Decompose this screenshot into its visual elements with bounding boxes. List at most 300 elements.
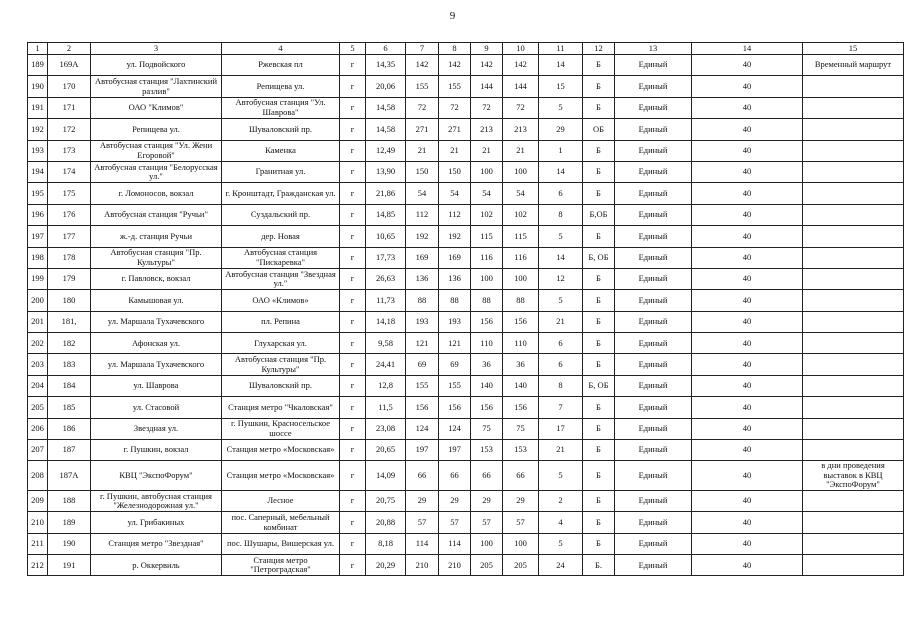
table-cell-col7: 124 [406,418,439,439]
table-cell-col9: 72 [471,97,503,118]
table-cell-col9: 100 [471,268,503,289]
table-cell-col15 [803,512,904,533]
table-cell-col3: Автобусная станция "Белорусская ул." [91,161,222,182]
table-cell-col3: Автобусная станция "Лахтинский разлив" [91,76,222,97]
table-cell-col8: 192 [439,226,471,247]
table-cell-col9: 100 [471,161,503,182]
table-cell-col8: 193 [439,311,471,332]
table-cell-col8: 124 [439,418,471,439]
table-cell-col13: Единый [615,418,692,439]
table-cell-col15 [803,268,904,289]
table-cell-col14: 40 [692,533,803,554]
table-cell-col7: 155 [406,76,439,97]
table-cell-col4: Автобусная станция "Звездная ул." [222,268,340,289]
table-cell-col4: Станция метро «Московская» [222,440,340,461]
table-cell-col13: Единый [615,354,692,375]
column-header-13: 13 [615,43,692,55]
table-cell-col6: 10,65 [366,226,406,247]
table-cell-col6: 11,73 [366,290,406,311]
table-cell-col1: 204 [28,375,48,396]
table-row [28,397,904,418]
table-cell-col2: 188 [48,490,91,511]
table-cell-col14: 40 [692,555,803,576]
table-cell-col9: 110 [471,333,503,354]
table-cell-col9: 21 [471,140,503,161]
table-row [28,204,904,225]
table-cell-col15 [803,418,904,439]
table-cell-col8: 114 [439,533,471,554]
table-cell-col3: Станция метро "Звездная" [91,533,222,554]
table-cell-col12: Б [583,490,615,511]
table-cell-col3: ул. Стасовой [91,397,222,418]
table-cell-col12: Б [583,533,615,554]
table-cell-col6: 24,41 [366,354,406,375]
table-cell-col9: 115 [471,226,503,247]
table-cell-col6: 23,08 [366,418,406,439]
table-cell-col9: 156 [471,397,503,418]
table-cell-col13: Единый [615,533,692,554]
table-cell-col9: 88 [471,290,503,311]
table-cell-col11: 6 [539,354,583,375]
table-cell-col15 [803,183,904,204]
table-cell-col11: 4 [539,512,583,533]
table-row [28,461,904,491]
table-cell-col7: 66 [406,461,439,491]
table-row [28,555,904,576]
table-cell-col8: 210 [439,555,471,576]
table-cell-col4: г. Пушкин, Красносельское шоссе [222,418,340,439]
table-cell-col9: 57 [471,512,503,533]
table-cell-col10: 29 [503,490,539,511]
table-cell-col11: 21 [539,440,583,461]
table-cell-col8: 155 [439,76,471,97]
table-cell-col1: 202 [28,333,48,354]
table-cell-col14: 40 [692,55,803,76]
table-cell-col14: 40 [692,183,803,204]
column-header-2: 2 [48,43,91,55]
table-cell-col5: г [340,354,366,375]
table-cell-col4: Автобусная станция "Пр. Культуры" [222,354,340,375]
table-cell-col1: 206 [28,418,48,439]
table-cell-col7: 136 [406,268,439,289]
table-cell-col12: Б [583,140,615,161]
table-cell-col13: Единый [615,76,692,97]
table-cell-col3: р. Оккервиль [91,555,222,576]
table-cell-col5: г [340,55,366,76]
table-cell-col15 [803,119,904,140]
table-cell-col7: 150 [406,161,439,182]
table-cell-col5: г [340,140,366,161]
table-cell-col9: 66 [471,461,503,491]
table-cell-col3: г. Пушкин, вокзал [91,440,222,461]
table-cell-col2: 176 [48,204,91,225]
table-cell-col7: 29 [406,490,439,511]
table-cell-col6: 20,29 [366,555,406,576]
table-cell-col2: 183 [48,354,91,375]
table-cell-col8: 150 [439,161,471,182]
table-cell-col5: г [340,418,366,439]
table-cell-col2: 184 [48,375,91,396]
table-cell-col6: 20,06 [366,76,406,97]
table-cell-col2: 185 [48,397,91,418]
table-cell-col10: 54 [503,183,539,204]
table-cell-col11: 17 [539,418,583,439]
table-cell-col5: г [340,76,366,97]
table-cell-col12: Б [583,268,615,289]
table-cell-col5: г [340,311,366,332]
table-cell-col4: Шуваловский пр. [222,119,340,140]
table-cell-col6: 14,35 [366,55,406,76]
table-cell-col4: Станция метро "Петроградская" [222,555,340,576]
table-cell-col1: 212 [28,555,48,576]
table-cell-col15: в дни проведения выставок в КВЦ "ЭкспоФорум" [803,461,904,491]
table-cell-col1: 195 [28,183,48,204]
table-cell-col10: 88 [503,290,539,311]
table-cell-col13: Единый [615,490,692,511]
table-cell-col10: 57 [503,512,539,533]
table-cell-col4: Автобусная станция "Пискаревка" [222,247,340,268]
table-cell-col5: г [340,512,366,533]
table-cell-col14: 40 [692,397,803,418]
column-header-11: 11 [539,43,583,55]
table-cell-col6: 14,58 [366,97,406,118]
table-cell-col7: 156 [406,397,439,418]
table-cell-col13: Единый [615,461,692,491]
table-cell-col11: 5 [539,97,583,118]
table-cell-col8: 142 [439,55,471,76]
table-cell-col15 [803,397,904,418]
table-cell-col6: 13,90 [366,161,406,182]
table-cell-col4: ОАО «Климов» [222,290,340,311]
table-header [28,43,904,55]
table-cell-col15 [803,290,904,311]
table-cell-col8: 66 [439,461,471,491]
table-cell-col7: 112 [406,204,439,225]
table-cell-col5: г [340,97,366,118]
table-cell-col5: г [340,247,366,268]
table-cell-col4: пос. Шушары, Вишерская ул. [222,533,340,554]
table-cell-col6: 12,49 [366,140,406,161]
table-cell-col13: Единый [615,440,692,461]
table-cell-col5: г [340,333,366,354]
table-cell-col12: Б [583,397,615,418]
table-cell-col5: г [340,268,366,289]
table-cell-col4: Лесное [222,490,340,511]
table-cell-col14: 40 [692,311,803,332]
route-table [27,42,904,576]
table-cell-col6: 26,63 [366,268,406,289]
table-cell-col4: Станция метро "Чкаловская" [222,397,340,418]
column-header-10: 10 [503,43,539,55]
table-cell-col8: 72 [439,97,471,118]
table-cell-col11: 12 [539,268,583,289]
table-cell-col5: г [340,119,366,140]
table-cell-col11: 5 [539,290,583,311]
table-cell-col4: Суздальский пр. [222,204,340,225]
table-cell-col11: 24 [539,555,583,576]
table-cell-col6: 20,88 [366,512,406,533]
table-cell-col6: 20,75 [366,490,406,511]
column-header-12: 12 [583,43,615,55]
table-cell-col2: 178 [48,247,91,268]
table-cell-col15 [803,333,904,354]
table-cell-col9: 140 [471,375,503,396]
table-cell-col11: 14 [539,161,583,182]
table-cell-col14: 40 [692,333,803,354]
table-cell-col2: 172 [48,119,91,140]
table-cell-col13: Единый [615,555,692,576]
table-cell-col3: ул. Грибакиных [91,512,222,533]
table-cell-col15 [803,76,904,97]
table-cell-col2: 173 [48,140,91,161]
table-cell-col4: Каменка [222,140,340,161]
table-cell-col8: 54 [439,183,471,204]
table-cell-col4: Автобусная станция "Ул. Шаврова" [222,97,340,118]
table-cell-col2: 191 [48,555,91,576]
table-cell-col7: 114 [406,533,439,554]
column-header-8: 8 [439,43,471,55]
table-cell-col10: 102 [503,204,539,225]
table-cell-col3: г. Павловск, вокзал [91,268,222,289]
table-cell-col5: г [340,226,366,247]
table-cell-col10: 100 [503,268,539,289]
table-cell-col9: 144 [471,76,503,97]
table-cell-col3: г. Ломоносов, вокзал [91,183,222,204]
table-cell-col11: 15 [539,76,583,97]
table-cell-col8: 169 [439,247,471,268]
table-cell-col15 [803,555,904,576]
table-cell-col7: 192 [406,226,439,247]
table-cell-col7: 69 [406,354,439,375]
table-cell-col13: Единый [615,311,692,332]
table-cell-col14: 40 [692,268,803,289]
table-cell-col12: Б [583,311,615,332]
table-cell-col4: Репищева ул. [222,76,340,97]
table-cell-col15 [803,247,904,268]
table-cell-col2: 169А [48,55,91,76]
table-cell-col5: г [340,555,366,576]
table-cell-col3: ул. Шаврова [91,375,222,396]
table-cell-col10: 205 [503,555,539,576]
table-row [28,268,904,289]
table-cell-col15: Временный маршрут [803,55,904,76]
column-header-4: 4 [222,43,340,55]
table-cell-col10: 66 [503,461,539,491]
table-cell-col14: 40 [692,161,803,182]
table-cell-col11: 8 [539,204,583,225]
table-cell-col5: г [340,204,366,225]
table-cell-col2: 177 [48,226,91,247]
table-cell-col10: 21 [503,140,539,161]
table-cell-col9: 36 [471,354,503,375]
table-cell-col12: Б [583,354,615,375]
table-cell-col4: Шуваловский пр. [222,375,340,396]
table-cell-col10: 156 [503,311,539,332]
table-cell-col13: Единый [615,226,692,247]
table-cell-col5: г [340,290,366,311]
table-cell-col3: Афонская ул. [91,333,222,354]
table-cell-col7: 57 [406,512,439,533]
table-cell-col14: 40 [692,490,803,511]
table-cell-col3: Автобусная станция "Ул. Жени Егоровой" [91,140,222,161]
table-cell-col3: Звездная ул. [91,418,222,439]
table-cell-col5: г [340,397,366,418]
table-cell-col14: 40 [692,375,803,396]
table-cell-col12: Б [583,97,615,118]
table-cell-col2: 187А [48,461,91,491]
table-row [28,161,904,182]
table-row [28,226,904,247]
table-cell-col1: 198 [28,247,48,268]
table-cell-col7: 210 [406,555,439,576]
table-cell-col7: 121 [406,333,439,354]
table-cell-col8: 29 [439,490,471,511]
table-cell-col14: 40 [692,512,803,533]
table-cell-col15 [803,204,904,225]
table-cell-col14: 40 [692,440,803,461]
table-cell-col13: Единый [615,333,692,354]
table-cell-col5: г [340,161,366,182]
table-cell-col6: 14,85 [366,204,406,225]
table-cell-col8: 88 [439,290,471,311]
table-cell-col14: 40 [692,119,803,140]
table-cell-col8: 155 [439,375,471,396]
table-cell-col14: 40 [692,140,803,161]
table-cell-col13: Единый [615,397,692,418]
table-cell-col2: 171 [48,97,91,118]
table-cell-col1: 210 [28,512,48,533]
column-header-7: 7 [406,43,439,55]
table-cell-col14: 40 [692,418,803,439]
table-cell-col9: 213 [471,119,503,140]
table-cell-col9: 54 [471,183,503,204]
table-cell-col7: 54 [406,183,439,204]
table-cell-col9: 102 [471,204,503,225]
table-cell-col13: Единый [615,55,692,76]
table-cell-col7: 72 [406,97,439,118]
table-cell-col12: Б [583,161,615,182]
table-cell-col1: 197 [28,226,48,247]
table-row [28,247,904,268]
table-cell-col5: г [340,490,366,511]
table-cell-col13: Единый [615,140,692,161]
table-cell-col5: г [340,461,366,491]
table-cell-col14: 40 [692,247,803,268]
table-cell-col1: 209 [28,490,48,511]
table-row [28,97,904,118]
table-cell-col8: 197 [439,440,471,461]
table-cell-col1: 192 [28,119,48,140]
table-row [28,55,904,76]
table-row [28,440,904,461]
table-cell-col13: Единый [615,247,692,268]
table-cell-col1: 207 [28,440,48,461]
table-cell-col7: 155 [406,375,439,396]
table-cell-col8: 112 [439,204,471,225]
table-cell-col12: Б [583,512,615,533]
table-cell-col9: 142 [471,55,503,76]
table-cell-col13: Единый [615,119,692,140]
table-cell-col10: 116 [503,247,539,268]
table-cell-col15 [803,226,904,247]
table-cell-col9: 29 [471,490,503,511]
table-cell-col11: 8 [539,375,583,396]
table-cell-col10: 100 [503,533,539,554]
table-cell-col3: ул. Маршала Тухачевского [91,311,222,332]
table-cell-col1: 203 [28,354,48,375]
table-cell-col14: 40 [692,226,803,247]
table-row [28,76,904,97]
table-cell-col11: 14 [539,55,583,76]
table-cell-col1: 201 [28,311,48,332]
table-cell-col1: 199 [28,268,48,289]
table-cell-col6: 20,65 [366,440,406,461]
table-cell-col14: 40 [692,204,803,225]
table-cell-col9: 156 [471,311,503,332]
table-cell-col10: 142 [503,55,539,76]
table-cell-col8: 271 [439,119,471,140]
table-cell-col6: 12,8 [366,375,406,396]
table-cell-col4: Глухарская ул. [222,333,340,354]
table-cell-col7: 21 [406,140,439,161]
table-cell-col9: 205 [471,555,503,576]
table-cell-col3: Автобусная станция "Ручьи" [91,204,222,225]
table-cell-col4: Станция метро «Московская» [222,461,340,491]
table-row [28,533,904,554]
table-cell-col9: 153 [471,440,503,461]
column-header-9: 9 [471,43,503,55]
table-row [28,354,904,375]
table-cell-col9: 75 [471,418,503,439]
table-cell-col13: Единый [615,512,692,533]
table-cell-col12: Б [583,55,615,76]
table-cell-col11: 5 [539,533,583,554]
table-cell-col2: 180 [48,290,91,311]
table-cell-col8: 21 [439,140,471,161]
table-cell-col2: 174 [48,161,91,182]
table-cell-col3: г. Пушкин, автобусная станция "Железнодорожная ул." [91,490,222,511]
table-cell-col15 [803,161,904,182]
table-cell-col5: г [340,375,366,396]
table-cell-col6: 11,5 [366,397,406,418]
table-row [28,333,904,354]
table-cell-col15 [803,311,904,332]
table-body [28,55,904,576]
table-cell-col6: 14,09 [366,461,406,491]
table-cell-col10: 140 [503,375,539,396]
table-cell-col15 [803,533,904,554]
table-cell-col13: Единый [615,97,692,118]
table-cell-col8: 69 [439,354,471,375]
table-cell-col2: 170 [48,76,91,97]
table-cell-col14: 40 [692,354,803,375]
column-header-1: 1 [28,43,48,55]
table-cell-col5: г [340,533,366,554]
table-cell-col2: 182 [48,333,91,354]
table-cell-col12: Б [583,418,615,439]
table-cell-col3: ул. Маршала Тухачевского [91,354,222,375]
table-cell-col8: 121 [439,333,471,354]
table-cell-col10: 153 [503,440,539,461]
table-row [28,290,904,311]
table-row [28,418,904,439]
table-cell-col6: 14,58 [366,119,406,140]
table-cell-col13: Единый [615,204,692,225]
table-cell-col15 [803,140,904,161]
table-cell-col3: КВЦ "ЭкспоФорум" [91,461,222,491]
table-cell-col11: 2 [539,490,583,511]
table-cell-col1: 194 [28,161,48,182]
